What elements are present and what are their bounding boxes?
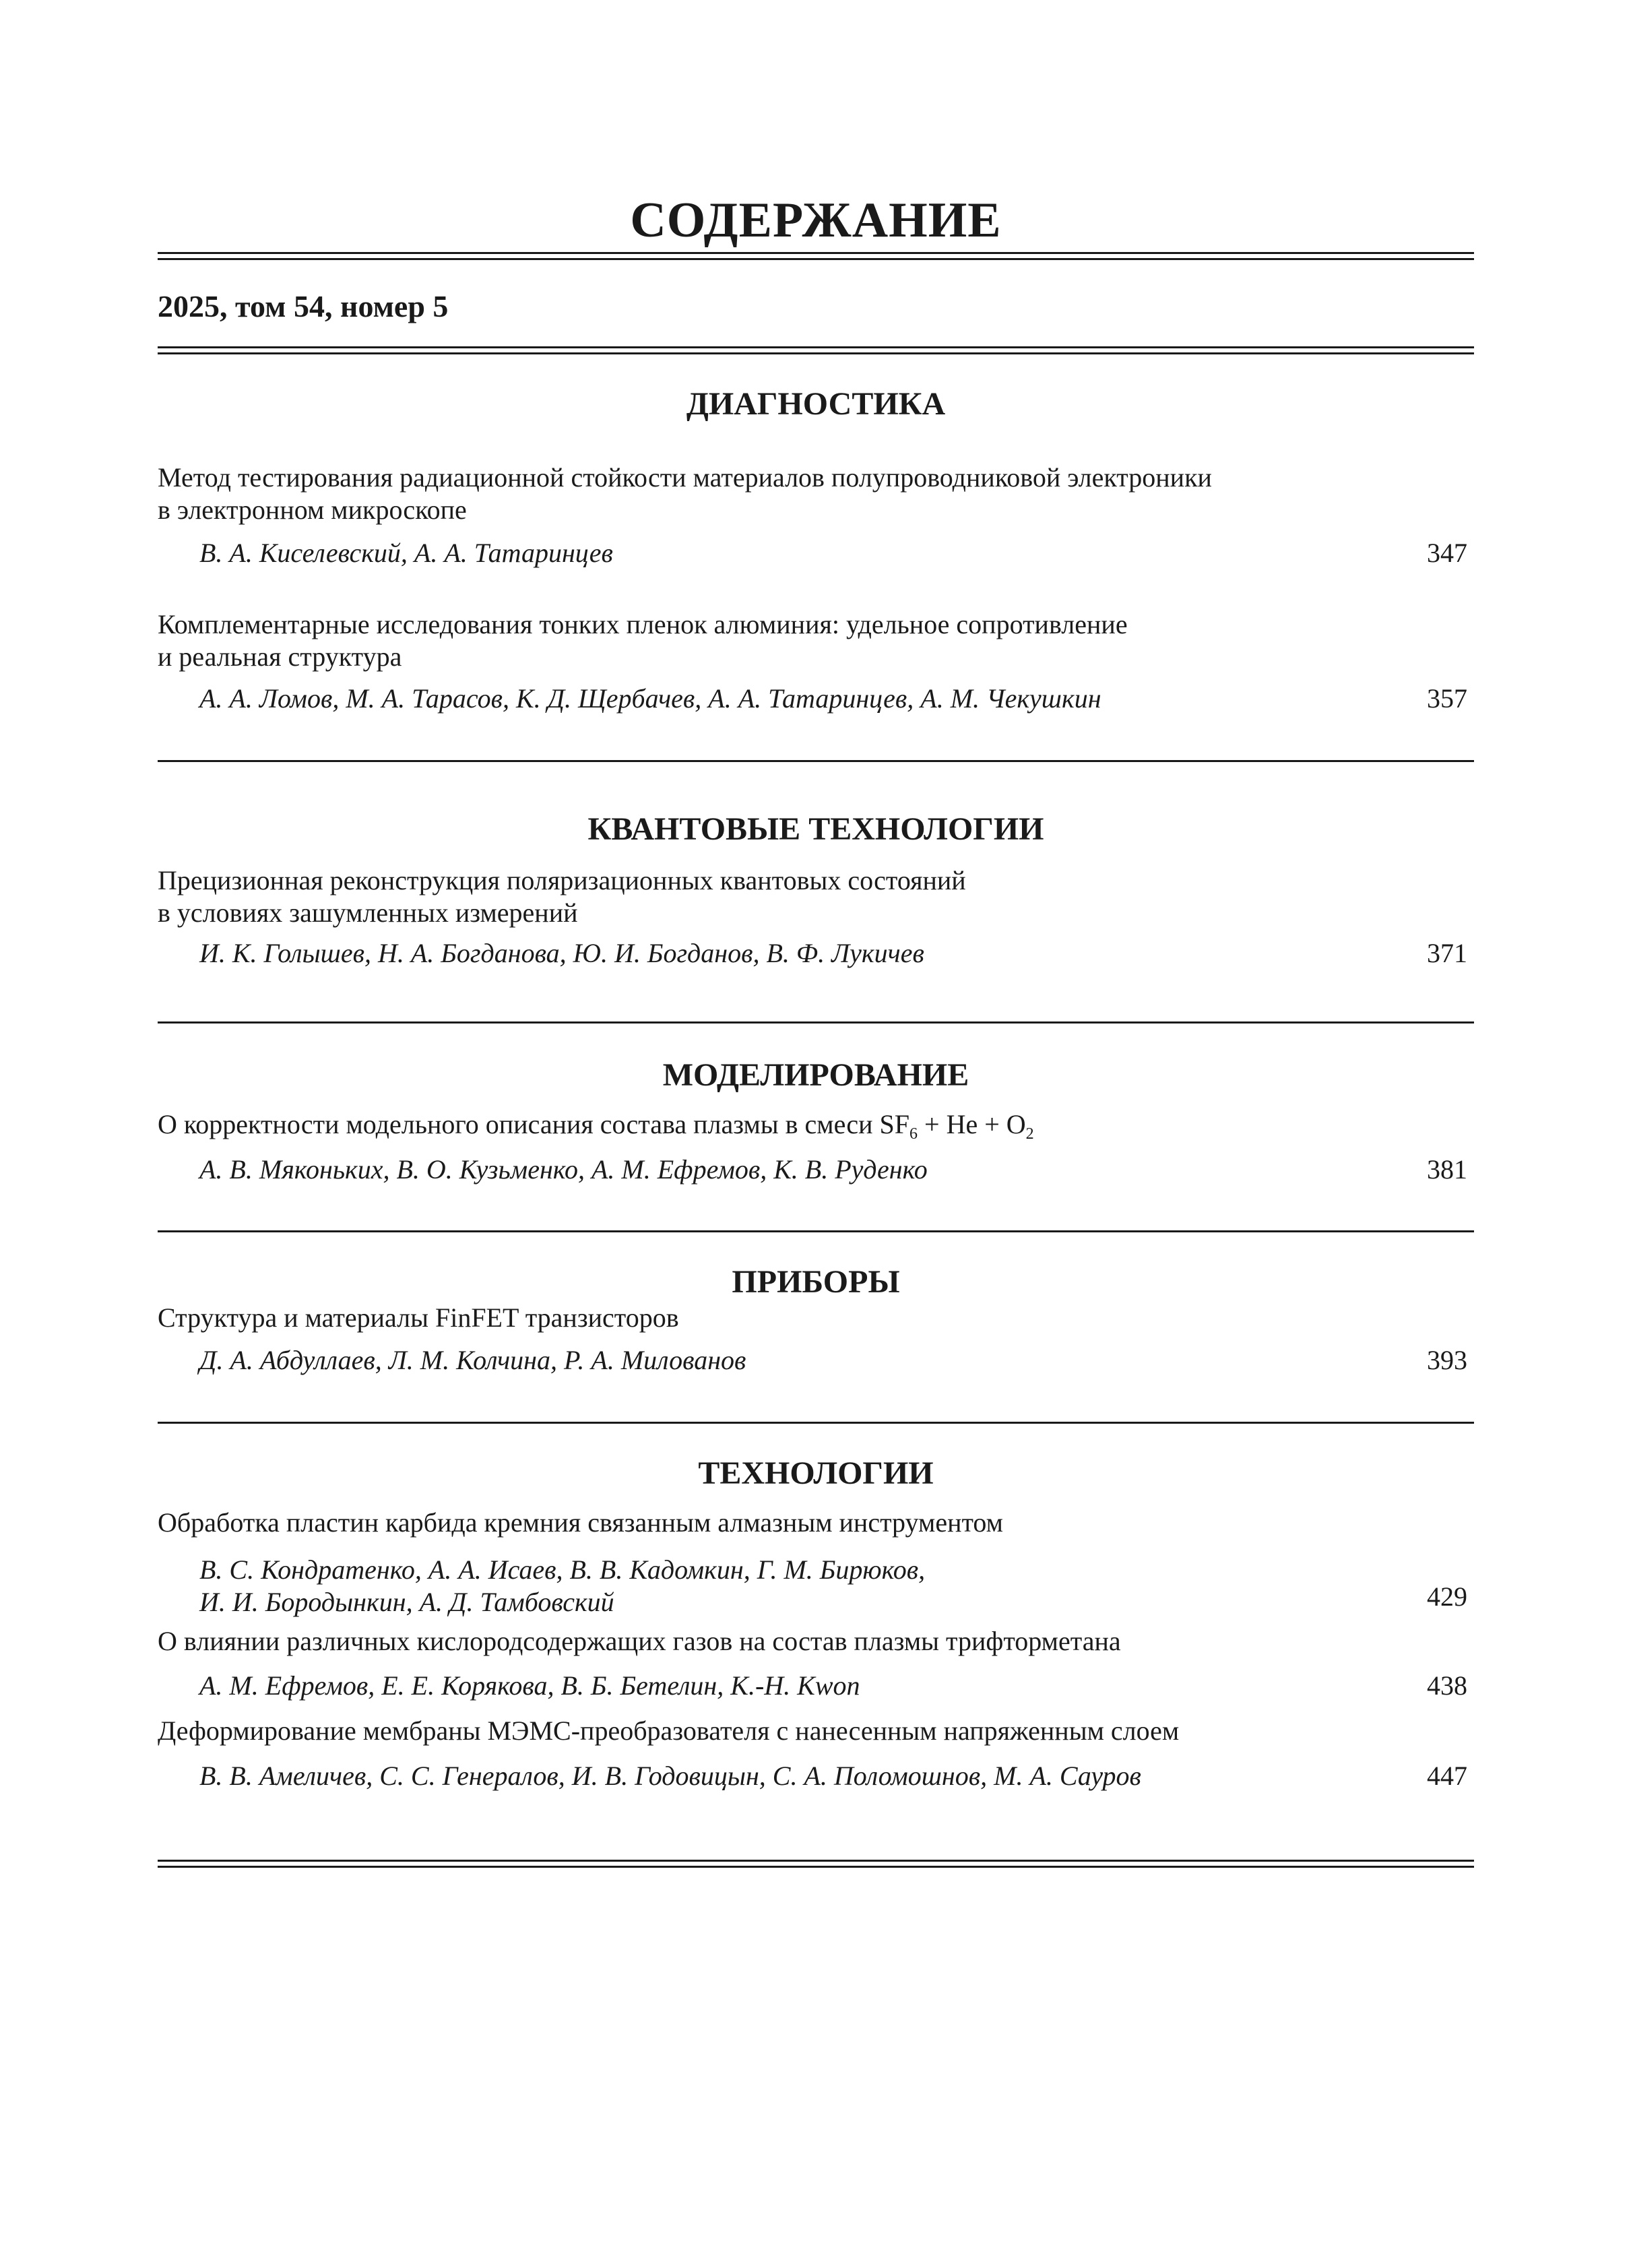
- article-title-text: О корректности модельного описания состава плазмы в смеси SF: [158, 1109, 910, 1139]
- issue-info: 2025, том 54, номер 5: [158, 289, 449, 323]
- page-number[interactable]: 347: [1427, 538, 1467, 568]
- article-title-line: Обработка пластин карбида кремния связанным алмазным инструментом: [158, 1507, 1003, 1538]
- article-title[interactable]: [158, 1302, 679, 1334]
- article-authors: [199, 1154, 928, 1186]
- article-title-line: в электронном микроскопе: [158, 495, 467, 525]
- authors-line: И. К. Голышев, Н. А. Богданова, Ю. И. Богданов, В. Ф. Лукичев: [199, 938, 924, 968]
- authors-line: В. А. Киселевский, А. А. Татаринцев: [199, 538, 613, 568]
- article-title-line: О влиянии различных кислородсодержащих газов на состав плазмы трифторметана: [158, 1626, 1121, 1656]
- authors-line: Д. А. Абдуллаев, Л. М. Колчина, Р. А. Милованов: [199, 1345, 746, 1375]
- article-title-line: Метод тестирования радиационной стойкости материалов полупроводниковой электроники: [158, 462, 1212, 493]
- title-double-rule: [158, 252, 1474, 260]
- section-heading-technologies: ТЕХНОЛОГИИ: [698, 1455, 934, 1491]
- page-number[interactable]: 393: [1427, 1345, 1467, 1375]
- section-divider: [158, 1422, 1474, 1424]
- page-number[interactable]: 371: [1427, 938, 1467, 968]
- article-title[interactable]: [158, 864, 966, 929]
- article-authors: [199, 937, 924, 970]
- article-title-line: Прецизионная реконструкция поляризационных квантовых состояний: [158, 865, 966, 895]
- article-authors: [199, 1670, 860, 1702]
- page-title: СОДЕРЖАНИЕ: [630, 193, 1002, 248]
- authors-line: А. А. Ломов, М. А. Тарасов, К. Д. Щербачев, А. А. Татаринцев, А. М. Чекушкин: [199, 683, 1101, 714]
- page-number[interactable]: 429: [1427, 1581, 1467, 1612]
- section-divider: [158, 760, 1474, 762]
- subscript: 2: [1025, 1125, 1034, 1143]
- article-title-line: Комплементарные исследования тонких пленок алюминия: удельное сопротивление: [158, 609, 1128, 639]
- article-title-line: Деформирование мембраны МЭМС-преобразователя с нанесенным напряженным слоем: [158, 1715, 1180, 1746]
- authors-line: В. С. Кондратенко, А. А. Исаев, В. В. Кадомкин, Г. М. Бирюков,: [199, 1554, 926, 1585]
- section-heading-diagnostics: ДИАГНОСТИКА: [686, 386, 946, 422]
- article-authors: [199, 1344, 746, 1377]
- section-heading-devices: ПРИБОРЫ: [732, 1264, 900, 1300]
- section-divider: [158, 1230, 1474, 1232]
- section-heading-quantum: КВАНТОВЫЕ ТЕХНОЛОГИИ: [587, 811, 1044, 847]
- article-title-line: в условиях зашумленных измерений: [158, 897, 578, 928]
- page-number[interactable]: 357: [1427, 683, 1467, 714]
- authors-line: А. В. Мяконьких, В. О. Кузьменко, А. М. Ефремов, К. В. Руденко: [199, 1154, 928, 1185]
- article-title[interactable]: [158, 608, 1128, 673]
- article-title[interactable]: [158, 1108, 1034, 1141]
- page-number[interactable]: 438: [1427, 1670, 1467, 1701]
- article-title[interactable]: [158, 1507, 1003, 1539]
- article-authors: [199, 1760, 1141, 1792]
- issue-double-rule: [158, 346, 1474, 354]
- page-number[interactable]: 381: [1427, 1154, 1467, 1185]
- section-heading-modeling: МОДЕЛИРОВАНИЕ: [662, 1057, 969, 1093]
- page-number[interactable]: 447: [1427, 1761, 1467, 1791]
- article-title-text: + He + O: [918, 1109, 1026, 1139]
- subscript: 6: [909, 1125, 918, 1143]
- article-authors: [199, 537, 613, 569]
- footer-double-rule: [158, 1860, 1474, 1868]
- article-title-line: и реальная структура: [158, 641, 402, 672]
- article-authors: [199, 1554, 925, 1618]
- article-title[interactable]: [158, 1715, 1179, 1747]
- article-title[interactable]: [158, 1625, 1121, 1658]
- article-title[interactable]: [158, 462, 1212, 526]
- authors-line: А. М. Ефремов, Е. Е. Корякова, В. Б. Бетелин, K.-H. Kwon: [199, 1670, 860, 1701]
- authors-line: В. В. Амеличев, С. С. Генералов, И. В. Годовицын, С. А. Поломошнов, М. А. Сауров: [199, 1761, 1141, 1791]
- section-divider: [158, 1021, 1474, 1023]
- article-authors: [199, 683, 1101, 715]
- authors-line: И. И. Бородынкин, А. Д. Тамбовский: [199, 1587, 614, 1617]
- article-title-line: Структура и материалы FinFET транзисторов: [158, 1302, 679, 1333]
